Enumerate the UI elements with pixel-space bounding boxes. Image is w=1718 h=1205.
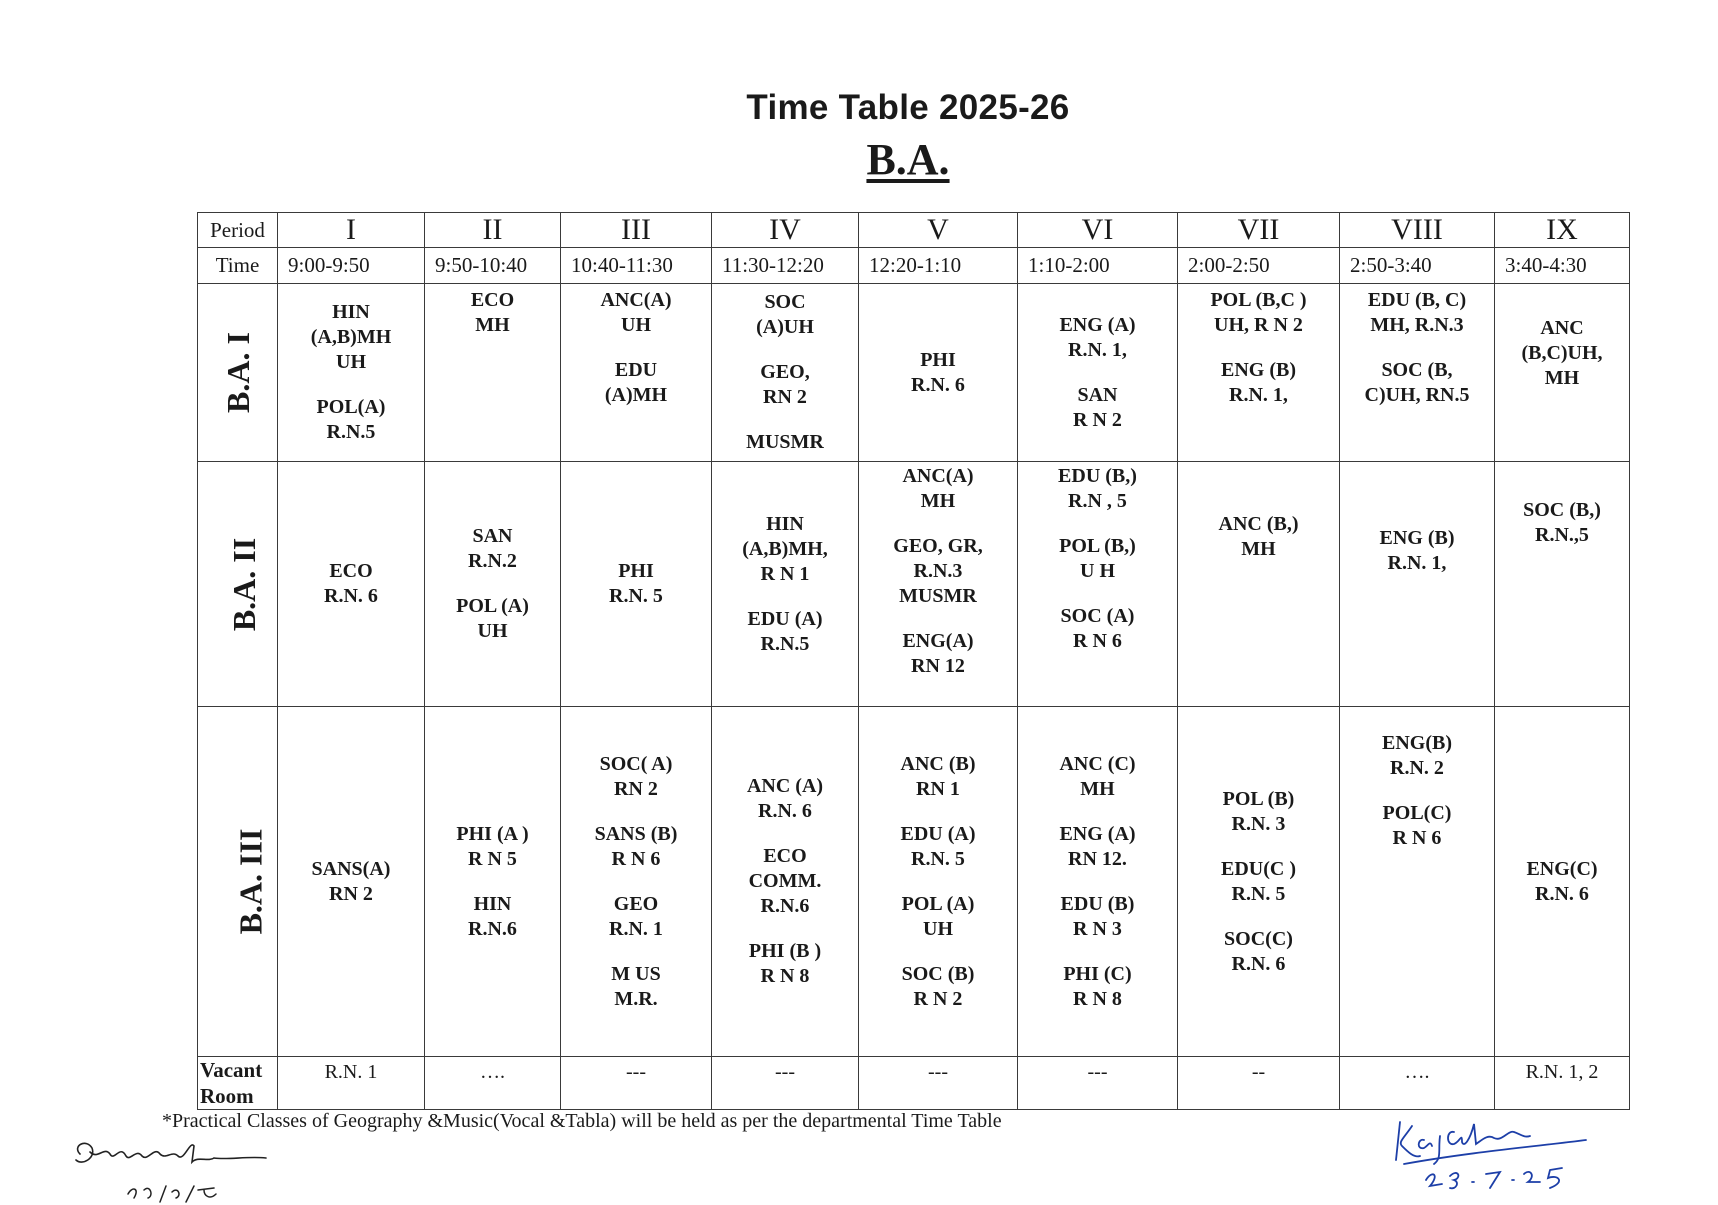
cell-entry: ECO [329, 560, 373, 582]
cell-entry: MH [1241, 538, 1276, 560]
cell-entry: R.N. 5 [911, 847, 965, 870]
cell-entry: HIN [473, 892, 512, 915]
time-header: 2:50-3:40 [1340, 248, 1495, 284]
cell-entry: R.N. 2 [1390, 757, 1444, 779]
timetable-cell [561, 707, 712, 1057]
cell-entry: RN 2 [329, 882, 373, 905]
cell-entry: R.N.5 [326, 421, 376, 443]
cell-entry: UH [336, 351, 366, 373]
cell-entry: HIN [766, 512, 804, 535]
cell-gap [859, 514, 1017, 534]
time-header: 10:40-11:30 [561, 248, 712, 284]
vacant-room-cell: R.N. 1, 2 [1495, 1057, 1630, 1110]
cell-entry: ANC(A) [600, 289, 672, 311]
cell-entry: R N 6 [1073, 630, 1122, 652]
time-header: 12:20-1:10 [859, 248, 1018, 284]
cell-entry: C)UH, RN.5 [1364, 384, 1470, 406]
timetable [197, 212, 1630, 1110]
cell-entry: R N 6 [611, 847, 661, 870]
time-header: 11:30-12:20 [712, 248, 859, 284]
cell-gap [1178, 907, 1339, 927]
period-header: VI [1018, 213, 1178, 248]
cell-entry: SAN [1077, 383, 1118, 406]
cell-entry: R.N. 6 [758, 800, 812, 822]
cell-entry: UH, R N 2 [1214, 314, 1303, 336]
cell-entry: R.N. 1, [1229, 384, 1288, 406]
timetable-cell [425, 462, 561, 707]
cell-entry: SANS (B) [594, 822, 678, 845]
cell-entry: PHI [618, 560, 654, 582]
vacant-room-cell: --- [561, 1057, 712, 1110]
cell-gap [859, 942, 1017, 962]
footnote: *Practical Classes of Geography &Music(Vocal &Tabla) will be held as per the departmental Time Table [162, 1110, 1002, 1132]
table-row-ba-1 [198, 284, 1630, 462]
row-label: B.A. II [198, 462, 278, 707]
vacant-room-label: Vacant Room [198, 1057, 278, 1110]
cell-entry: U H [1080, 560, 1115, 582]
timetable-cell [859, 284, 1018, 462]
cell-entry: MUSMR [899, 585, 977, 607]
cell-entry: EDU (B, C) [1367, 289, 1467, 311]
cell-entry: (A)MH [604, 384, 668, 406]
timetable-cell [561, 462, 712, 707]
cell-gap [1018, 942, 1177, 962]
cell-entry: MH, R.N.3 [1370, 314, 1464, 336]
cell-gap [859, 802, 1017, 822]
cell-entry: POL (B) [1222, 787, 1295, 810]
cell-entry: R N 3 [1073, 917, 1122, 940]
cell-gap [1178, 837, 1339, 857]
cell-gap [1018, 802, 1177, 822]
cell-gap [712, 919, 858, 939]
cell-entry: PHI (B ) [748, 940, 822, 962]
period-header: IV [712, 213, 859, 248]
timetable-cell [425, 284, 561, 462]
cell-gap [859, 609, 1017, 629]
cell-entry: R.N , 5 [1068, 490, 1127, 512]
period-header: III [561, 213, 712, 248]
cell-gap [561, 802, 711, 822]
cell-entry: R.N. 6 [1535, 882, 1589, 905]
page-title: Time Table 2025-26 [746, 88, 1070, 127]
cell-entry: RN 12. [1068, 847, 1127, 870]
cell-entry: M.R. [614, 987, 658, 1010]
table-row-ba-2 [198, 462, 1630, 707]
cell-entry: R N 6 [1392, 827, 1442, 849]
cell-entry: MH [1544, 367, 1580, 389]
cell-entry: EDU (B,) [1058, 465, 1137, 487]
cell-entry: ANC (B,) [1218, 513, 1299, 535]
cell-entry: MH [920, 490, 956, 512]
cell-entry: R.N.3 [913, 560, 963, 582]
cell-entry: ECO [470, 289, 515, 311]
cell-entry: SOC (B,) [1523, 499, 1601, 521]
vacant-room-cell: --- [1018, 1057, 1178, 1110]
cell-entry: HIN [332, 301, 370, 323]
cell-entry: R N 8 [760, 965, 810, 987]
cell-entry: ANC(A) [902, 465, 974, 487]
cell-entry: R.N. 5 [609, 585, 663, 607]
cell-entry: R.N.,5 [1535, 524, 1589, 546]
cell-entry: R.N. 6 [324, 585, 378, 607]
period-header: II [425, 213, 561, 248]
timetable-cell [712, 462, 859, 707]
cell-gap [1018, 514, 1177, 534]
cell-entry: POL (A) [456, 595, 529, 617]
timetable-cell [1340, 462, 1495, 707]
time-header: 9:00-9:50 [278, 248, 425, 284]
cell-entry: SOC( A) [599, 752, 673, 775]
cell-gap [278, 375, 424, 395]
timetable-cell [1178, 707, 1340, 1057]
cell-gap [561, 942, 711, 962]
cell-gap [1018, 872, 1177, 892]
cell-entry: R N 2 [1073, 408, 1122, 431]
table-row-ba-3 [198, 707, 1630, 1057]
cell-entry: POL(C) [1382, 802, 1452, 824]
cell-entry: (A,B)MH [310, 326, 392, 348]
period-header: I [278, 213, 425, 248]
vacant-room-row [198, 1057, 1630, 1110]
timetable-cell [278, 707, 425, 1057]
cell-entry: MH [475, 314, 510, 336]
cell-gap [1340, 338, 1494, 358]
cell-gap [1018, 584, 1177, 604]
cell-gap [425, 574, 560, 594]
cell-entry: RN 1 [916, 777, 960, 800]
cell-entry: SAN [472, 525, 513, 547]
cell-entry: MUSMR [746, 431, 824, 453]
cell-entry: SOC [764, 291, 806, 313]
timetable-cell [1495, 462, 1630, 707]
cell-entry: PHI (C) [1063, 962, 1132, 985]
cell-entry: M US [611, 962, 661, 985]
cell-entry: POL (A) [901, 892, 975, 915]
cell-entry: POL (B,) [1059, 535, 1136, 557]
cell-entry: R.N. 3 [1231, 812, 1286, 835]
cell-entry: (A,B)MH, [742, 537, 828, 560]
cell-entry: R.N. 1, [1068, 338, 1127, 361]
cell-entry: R.N.6 [760, 895, 810, 917]
cell-entry: MH [1080, 777, 1115, 800]
signature-left [68, 1132, 278, 1205]
cell-gap [859, 872, 1017, 892]
row-label: B.A. I [198, 284, 278, 462]
timetable-cell [1018, 462, 1178, 707]
timetable-cell [278, 284, 425, 462]
cell-entry: SOC(C) [1224, 927, 1293, 950]
cell-entry: R.N.2 [468, 550, 517, 572]
cell-entry: GEO, GR, [893, 535, 983, 557]
cell-entry: UH [923, 917, 953, 940]
cell-entry: ANC [1540, 317, 1584, 339]
cell-entry: R N 8 [1073, 987, 1122, 1010]
cell-gap [1018, 363, 1177, 383]
vacant-room-cell: R.N. 1 [278, 1057, 425, 1110]
cell-entry: EDU (A) [900, 822, 976, 845]
timetable-cell [859, 462, 1018, 707]
cell-entry: GEO, [760, 361, 810, 383]
timetable-cell [278, 462, 425, 707]
cell-entry: ENG (B) [1379, 527, 1455, 549]
timetable-cell [859, 707, 1018, 1057]
timetable-cell [712, 707, 859, 1057]
cell-entry: R.N. 6 [1231, 952, 1286, 975]
cell-entry: R N 5 [468, 847, 517, 870]
cell-entry: ANC (A) [746, 775, 824, 797]
cell-entry: EDU [614, 359, 658, 381]
cell-entry: ENG (A) [1059, 822, 1136, 845]
cell-entry: SOC (B) [901, 962, 975, 985]
timetable-cell [712, 284, 859, 462]
cell-entry: PHI [920, 348, 956, 371]
vacant-room-cell: -- [1178, 1057, 1340, 1110]
cell-entry: POL (B,C ) [1210, 289, 1307, 311]
time-header: 1:10-2:00 [1018, 248, 1178, 284]
time-header: 3:40-4:30 [1495, 248, 1630, 284]
vacant-room-cell: --- [712, 1057, 859, 1110]
cell-gap [1178, 338, 1339, 358]
cell-gap [561, 338, 711, 358]
cell-gap [1340, 781, 1494, 801]
timetable-cell [1340, 284, 1495, 462]
time-header-row [198, 248, 1630, 284]
cell-entry: ENG(B) [1382, 732, 1452, 754]
cell-entry: POL(A) [316, 396, 386, 418]
cell-entry: R.N. 6 [911, 373, 965, 396]
cell-entry: ECO [763, 845, 807, 867]
cell-entry: EDU(C ) [1221, 857, 1296, 880]
cell-entry: ENG (A) [1059, 313, 1136, 336]
timetable-cell [1340, 707, 1495, 1057]
cell-entry: R.N. 5 [1231, 882, 1286, 905]
timetable-cell [1178, 462, 1340, 707]
timetable-cell [1178, 284, 1340, 462]
time-label: Time [198, 248, 278, 284]
cell-entry: EDU (A) [747, 607, 823, 630]
cell-entry: SOC (A) [1060, 605, 1135, 627]
cell-entry: SOC (B, [1381, 359, 1453, 381]
period-header: VII [1178, 213, 1340, 248]
cell-entry: ENG(A) [902, 630, 974, 652]
cell-gap [712, 587, 858, 607]
row-label: B.A. III [198, 707, 278, 1057]
cell-entry: ANC (C) [1059, 752, 1136, 775]
period-label: Period [198, 213, 278, 248]
cell-entry: R.N. 1 [609, 917, 663, 940]
cell-gap [561, 872, 711, 892]
cell-entry: (A)UH [756, 316, 814, 338]
timetable-cell [1018, 284, 1178, 462]
signature-right [1390, 1112, 1620, 1192]
cell-entry: GEO [613, 892, 659, 915]
cell-entry: COMM. [748, 870, 822, 892]
timetable-cell [1495, 284, 1630, 462]
cell-gap [425, 872, 560, 892]
cell-entry: UH [477, 620, 508, 642]
cell-entry: RN 2 [763, 386, 807, 408]
vacant-room-cell: …. [1340, 1057, 1495, 1110]
cell-entry: PHI (A ) [456, 822, 529, 845]
cell-entry: ENG (B) [1221, 359, 1296, 381]
period-header: IX [1495, 213, 1630, 248]
cell-entry: R.N. 1, [1387, 552, 1447, 574]
timetable-cell [425, 707, 561, 1057]
cell-entry: RN 2 [614, 777, 658, 800]
period-header: V [859, 213, 1018, 248]
period-header: VIII [1340, 213, 1495, 248]
cell-gap [712, 340, 858, 360]
cell-gap [712, 410, 858, 430]
cell-entry: R N 2 [913, 987, 963, 1010]
cell-entry: ENG(C) [1526, 857, 1598, 880]
cell-gap [712, 824, 858, 844]
cell-entry: SANS(A) [311, 857, 391, 880]
cell-entry: R.N.6 [468, 917, 517, 940]
period-header-row [198, 213, 1630, 248]
timetable-cell [561, 284, 712, 462]
cell-entry: R N 1 [760, 562, 810, 585]
cell-entry: RN 12 [911, 655, 965, 677]
cell-entry: (B,C)UH, [1521, 342, 1603, 364]
time-header: 9:50-10:40 [425, 248, 561, 284]
vacant-room-cell: --- [859, 1057, 1018, 1110]
time-header: 2:00-2:50 [1178, 248, 1340, 284]
cell-entry: ANC (B) [900, 752, 976, 775]
timetable-cell [1018, 707, 1178, 1057]
page-subtitle: B.A. [866, 135, 950, 184]
cell-entry: EDU (B) [1060, 892, 1135, 915]
cell-entry: R.N.5 [760, 632, 810, 655]
vacant-room-cell: …. [425, 1057, 561, 1110]
cell-entry: UH [621, 314, 651, 336]
timetable-cell [1495, 707, 1630, 1057]
